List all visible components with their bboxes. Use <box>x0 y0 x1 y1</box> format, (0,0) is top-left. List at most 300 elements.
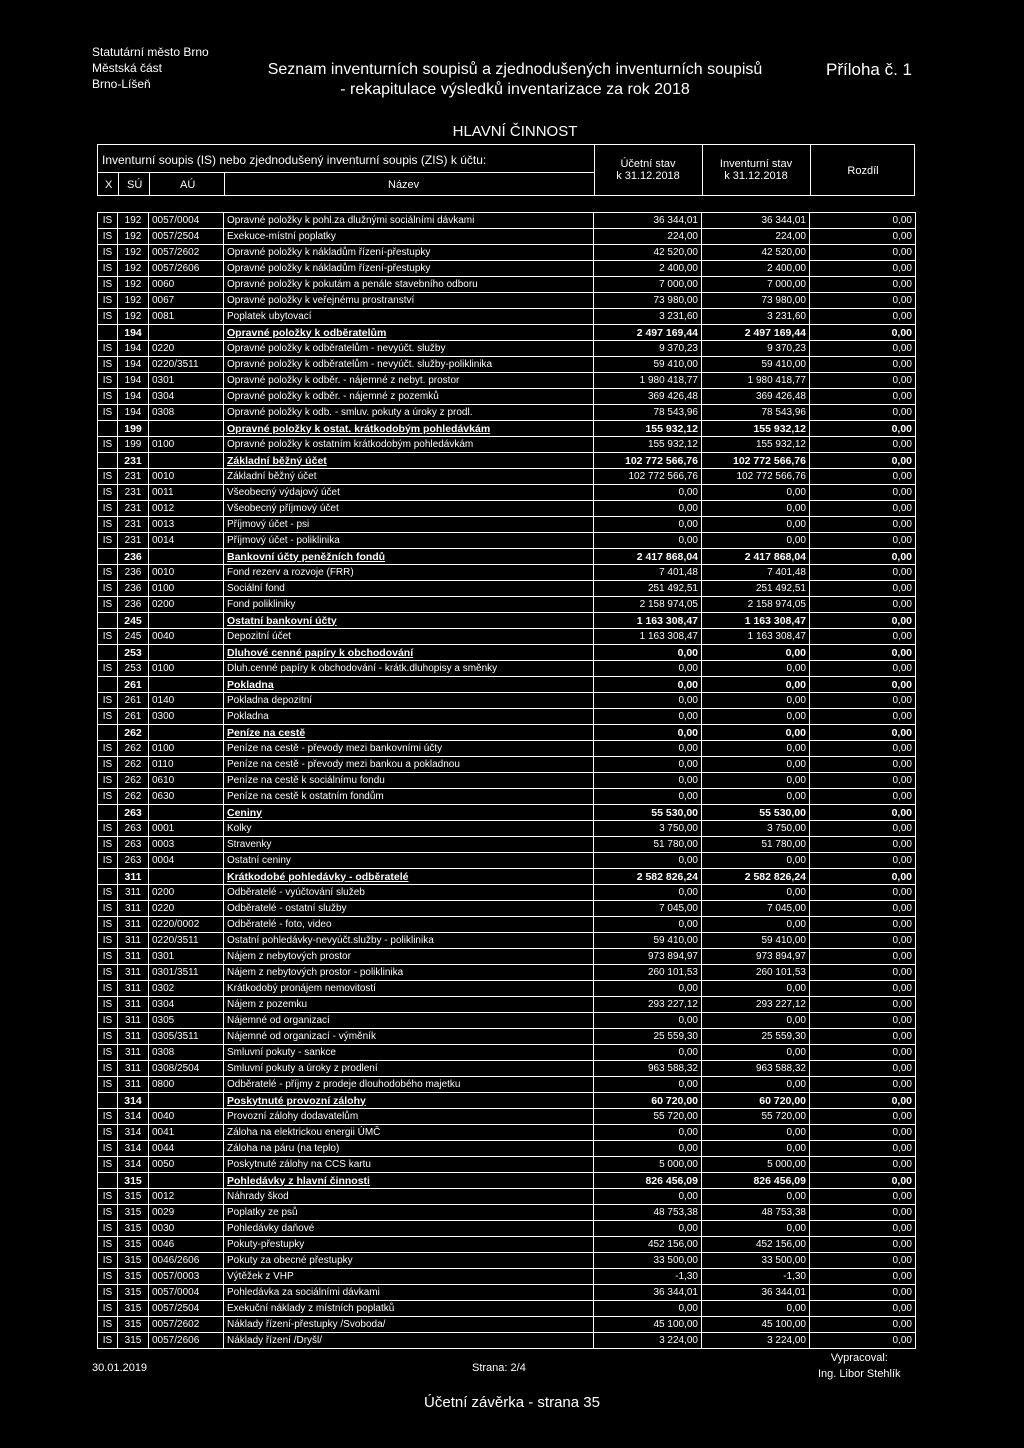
col-au-cell: 0305/3511 <box>149 1029 224 1045</box>
table-row <box>98 1077 916 1093</box>
col-inventory-cell: 0,00 <box>702 917 810 933</box>
col-name-cell: Peníze na cestě - převody mezi bankovními účty <box>224 741 594 757</box>
col-au-cell: 0010 <box>149 565 224 581</box>
col-au-cell <box>149 1173 224 1189</box>
subtotal-row <box>98 325 916 341</box>
col-name-cell: Dluh.cenné papíry k obchodování - krátk.dluhopisy a směnky <box>224 661 594 677</box>
col-accounting-cell: 0,00 <box>594 1301 702 1317</box>
col-x-cell <box>98 453 118 469</box>
col-au-cell: 0308/2504 <box>149 1061 224 1077</box>
col-name-cell: Náklady řízení /Dryšl/ <box>224 1333 594 1349</box>
table-row <box>98 661 916 677</box>
col-accounting-cell: 73 980,00 <box>594 293 702 309</box>
col-name-cell: Opravné položky k ostatním krátkodobým pohledávkám <box>224 437 594 453</box>
col-name-cell: Smluvní pokuty a úroky z prodlení <box>224 1061 594 1077</box>
table-row <box>98 693 916 709</box>
subtotal-row <box>98 1173 916 1189</box>
col-x-cell: IS <box>98 277 118 293</box>
col-difference-cell: 0,00 <box>810 1157 916 1173</box>
col-name-cell: Fond polikliniky <box>224 597 594 613</box>
col-accounting-cell: 0,00 <box>594 517 702 533</box>
col-name-cell: Opravné položky k odběr. - nájemné z nebyt. prostor <box>224 373 594 389</box>
col-name-cell: Odběratelé - foto, video <box>224 917 594 933</box>
table-row <box>98 533 916 549</box>
col-difference-cell: 0,00 <box>810 693 916 709</box>
col-au-cell: 0302 <box>149 981 224 997</box>
col-su-cell: 311 <box>118 965 149 981</box>
col-name-cell: Nájemné od organizací <box>224 1013 594 1029</box>
col-name-cell: Základní běžný účet <box>224 469 594 485</box>
col-su-cell: 315 <box>118 1301 149 1317</box>
col-inventory-cell: -1,30 <box>702 1269 810 1285</box>
col-name-cell: Příjmový účet - poliklinika <box>224 533 594 549</box>
col-su-cell: 314 <box>118 1157 149 1173</box>
col-accounting-cell: 3 231,60 <box>594 309 702 325</box>
col-name-cell: Opravné položky k odběratelům <box>224 325 594 341</box>
col-name-cell: Poplatek ubytovací <box>224 309 594 325</box>
col-au-cell: 0013 <box>149 517 224 533</box>
col-difference-cell: 0,00 <box>810 1125 916 1141</box>
col-su-cell: 315 <box>118 1205 149 1221</box>
col-inventory-cell: 1 163 308,47 <box>702 613 810 629</box>
col-su-header: SÚ <box>127 179 143 191</box>
table-row <box>98 1285 916 1301</box>
col-difference-cell: 0,00 <box>810 741 916 757</box>
col-inventory-cell: 0,00 <box>702 517 810 533</box>
col-au-cell: 0057/0003 <box>149 1269 224 1285</box>
col-name-cell: Pohledávky z hlavní činnosti <box>224 1173 594 1189</box>
header-col-line <box>149 172 150 195</box>
col-au-cell: 0030 <box>149 1221 224 1237</box>
col-au-cell: 0057/0004 <box>149 213 224 229</box>
col-name-cell: Pokuty za obecné přestupky <box>224 1253 594 1269</box>
col-inventory-cell: 0,00 <box>702 645 810 661</box>
col-x-cell: IS <box>98 1013 118 1029</box>
col-name-cell: Opravné položky k odběr. - nájemné z pozemků <box>224 389 594 405</box>
col-au-cell: 0010 <box>149 469 224 485</box>
col-su-cell: 314 <box>118 1125 149 1141</box>
col-su-cell: 311 <box>118 1013 149 1029</box>
col-accounting-cell: 7 000,00 <box>594 277 702 293</box>
col-inventory-cell: 2 497 169,44 <box>702 325 810 341</box>
col-difference-cell: 0,00 <box>810 405 916 421</box>
col-inventory-cell: 9 370,23 <box>702 341 810 357</box>
col-au-cell: 0057/2606 <box>149 261 224 277</box>
col-x-cell: IS <box>98 309 118 325</box>
col-au-cell: 0100 <box>149 741 224 757</box>
col-au-cell: 0057/2504 <box>149 229 224 245</box>
col-su-cell: 311 <box>118 1061 149 1077</box>
col-au-cell: 0057/0004 <box>149 1285 224 1301</box>
table-row <box>98 405 916 421</box>
col-au-cell <box>149 421 224 437</box>
col-au-cell <box>149 453 224 469</box>
col-x-cell: IS <box>98 837 118 853</box>
col-x-cell: IS <box>98 773 118 789</box>
col-inventory-cell: 73 980,00 <box>702 293 810 309</box>
col-inventory-cell: 102 772 566,76 <box>702 469 810 485</box>
col-au-cell: 0110 <box>149 757 224 773</box>
col-difference-cell: 0,00 <box>810 213 916 229</box>
table-row <box>98 565 916 581</box>
col-x-cell: IS <box>98 1221 118 1237</box>
col-inventory-cell: 0,00 <box>702 533 810 549</box>
col-su-cell: 315 <box>118 1285 149 1301</box>
table-row <box>98 1125 916 1141</box>
col-su-cell: 253 <box>118 645 149 661</box>
table-row <box>98 1333 916 1349</box>
subtotal-row <box>98 645 916 661</box>
col-difference-cell: 0,00 <box>810 1109 916 1125</box>
col-x-cell: IS <box>98 485 118 501</box>
table-row <box>98 229 916 245</box>
col-x-cell: IS <box>98 245 118 261</box>
table-row <box>98 917 916 933</box>
document-title-block <box>240 60 790 142</box>
col-name-cell: Pokladna <box>224 709 594 725</box>
col-inventory-cell: 963 588,32 <box>702 1061 810 1077</box>
table-row <box>98 773 916 789</box>
col-su-cell: 262 <box>118 725 149 741</box>
col-inventory-cell: 3 231,60 <box>702 309 810 325</box>
col-name-cell: Příjmový účet - psi <box>224 517 594 533</box>
col-au-cell <box>149 645 224 661</box>
col-difference-cell: 0,00 <box>810 773 916 789</box>
col-accounting-cell: 452 156,00 <box>594 1237 702 1253</box>
col-inventory-cell: 7 000,00 <box>702 277 810 293</box>
col-x-cell: IS <box>98 261 118 277</box>
col-name-cell: Odběratelé - příjmy z prodeje dlouhodobého majetku <box>224 1077 594 1093</box>
col-name-cell: Nájem z nebytových prostor - poliklinika <box>224 965 594 981</box>
col-difference-cell: 0,00 <box>810 501 916 517</box>
col-name-cell: Pohledávka za sociálními dávkami <box>224 1285 594 1301</box>
col-x-cell: IS <box>98 565 118 581</box>
col-x-cell: IS <box>98 1317 118 1333</box>
col-x-cell: IS <box>98 853 118 869</box>
col-accounting-header <box>594 158 702 182</box>
col-x-cell <box>98 613 118 629</box>
col-au-cell: 0200 <box>149 597 224 613</box>
prepared-name: Ing. Libor Stehlík <box>818 1368 901 1380</box>
col-accounting-label: Účetní stav <box>620 158 676 170</box>
col-accounting-cell: 0,00 <box>594 981 702 997</box>
col-au-cell: 0012 <box>149 501 224 517</box>
table-row <box>98 309 916 325</box>
col-su-cell: 314 <box>118 1141 149 1157</box>
col-x-cell: IS <box>98 997 118 1013</box>
col-accounting-cell: 36 344,01 <box>594 213 702 229</box>
subtotal-row <box>98 1093 916 1109</box>
col-inventory-cell: 0,00 <box>702 725 810 741</box>
col-name-cell: Peníze na cestě k sociálnímu fondu <box>224 773 594 789</box>
col-x-cell: IS <box>98 821 118 837</box>
col-difference-cell: 0,00 <box>810 1317 916 1333</box>
col-x-cell: IS <box>98 949 118 965</box>
col-difference-cell: 0,00 <box>810 677 916 693</box>
subtotal-row <box>98 805 916 821</box>
col-x-cell: IS <box>98 533 118 549</box>
col-su-cell: 311 <box>118 1077 149 1093</box>
col-accounting-cell: 0,00 <box>594 533 702 549</box>
col-x-cell: IS <box>98 581 118 597</box>
table-row <box>98 245 916 261</box>
col-accounting-cell: 48 753,38 <box>594 1205 702 1221</box>
col-su-cell: 314 <box>118 1093 149 1109</box>
col-accounting-cell: 0,00 <box>594 853 702 869</box>
col-name-cell: Pohledávky daňové <box>224 1221 594 1237</box>
col-difference-cell: 0,00 <box>810 1173 916 1189</box>
col-x-cell: IS <box>98 1125 118 1141</box>
col-inventory-cell: 0,00 <box>702 981 810 997</box>
col-inventory-cell: 0,00 <box>702 693 810 709</box>
table-row <box>98 1221 916 1237</box>
col-au-cell: 0014 <box>149 533 224 549</box>
col-x-cell: IS <box>98 501 118 517</box>
col-difference-cell: 0,00 <box>810 981 916 997</box>
table-row <box>98 933 916 949</box>
col-inventory-cell: 2 582 826,24 <box>702 869 810 885</box>
col-name-cell: Opravné položky k odběratelům - nevyúčt. služby-poliklinika <box>224 357 594 373</box>
col-accounting-cell: 973 894,97 <box>594 949 702 965</box>
table-row <box>98 469 916 485</box>
col-inventory-cell: 2 417 868,04 <box>702 549 810 565</box>
col-accounting-cell: 1 980 418,77 <box>594 373 702 389</box>
col-name-cell: Výtěžek z VHP <box>224 1269 594 1285</box>
col-x-cell: IS <box>98 1269 118 1285</box>
col-au-cell: 0046/2606 <box>149 1253 224 1269</box>
col-x-cell: IS <box>98 1061 118 1077</box>
col-name-cell: Peníze na cestě <box>224 725 594 741</box>
col-accounting-cell: 963 588,32 <box>594 1061 702 1077</box>
col-inventory-cell: 0,00 <box>702 885 810 901</box>
col-difference-cell: 0,00 <box>810 373 916 389</box>
table-row <box>98 293 916 309</box>
col-name-cell: Opravné položky k ostat. krátkodobým pohledávkám <box>224 421 594 437</box>
table-row <box>98 1109 916 1125</box>
col-x-cell: IS <box>98 405 118 421</box>
col-su-cell: 314 <box>118 1109 149 1125</box>
closing-page-label: Účetní závěrka - strana 35 <box>424 1394 600 1411</box>
col-x-header: X <box>105 179 113 191</box>
table-row <box>98 357 916 373</box>
page-number: Strana: 2/4 <box>472 1362 526 1374</box>
col-su-cell: 315 <box>118 1269 149 1285</box>
col-difference-cell: 0,00 <box>810 837 916 853</box>
table-row <box>98 1013 916 1029</box>
col-su-cell: 199 <box>118 437 149 453</box>
col-difference-cell: 0,00 <box>810 949 916 965</box>
col-x-cell <box>98 325 118 341</box>
document-title: Seznam inventurních soupisů a zjednodušených inventurních soupisů <box>267 61 763 78</box>
col-name-cell: Exekuční náklady z místních poplatků <box>224 1301 594 1317</box>
table-row <box>98 1141 916 1157</box>
org-line-2: Městská část <box>92 61 163 75</box>
table-row <box>98 709 916 725</box>
col-x-cell: IS <box>98 1189 118 1205</box>
col-name-cell: Kolky <box>224 821 594 837</box>
col-su-cell: 311 <box>118 869 149 885</box>
col-difference-cell: 0,00 <box>810 1141 916 1157</box>
col-difference-cell: 0,00 <box>810 437 916 453</box>
organization-block <box>92 44 209 92</box>
col-au-cell <box>149 805 224 821</box>
col-inventory-cell: 0,00 <box>702 1189 810 1205</box>
col-x-cell: IS <box>98 917 118 933</box>
col-x-cell: IS <box>98 981 118 997</box>
col-au-cell: 0001 <box>149 821 224 837</box>
col-su-cell: 192 <box>118 245 149 261</box>
col-su-cell: 261 <box>118 709 149 725</box>
inventory-table-section <box>97 144 915 1349</box>
table-row <box>98 1061 916 1077</box>
subtotal-row <box>98 453 916 469</box>
activity-title: HLAVNÍ ČINNOST <box>452 123 578 140</box>
col-su-cell: 192 <box>118 293 149 309</box>
col-au-cell: 0610 <box>149 773 224 789</box>
col-inventory-cell: 0,00 <box>702 1221 810 1237</box>
col-inventory-cell: 7 045,00 <box>702 901 810 917</box>
col-inventory-cell: 7 401,48 <box>702 565 810 581</box>
col-inventory-label: Inventurní stav <box>719 158 793 170</box>
col-su-cell: 262 <box>118 741 149 757</box>
col-difference-cell: 0,00 <box>810 1237 916 1253</box>
col-x-cell: IS <box>98 1109 118 1125</box>
col-accounting-cell: 78 543,96 <box>594 405 702 421</box>
col-su-cell: 194 <box>118 405 149 421</box>
table-row <box>98 501 916 517</box>
col-x-cell: IS <box>98 597 118 613</box>
col-accounting-cell: 1 163 308,47 <box>594 613 702 629</box>
col-su-cell: 231 <box>118 533 149 549</box>
col-su-cell: 315 <box>118 1317 149 1333</box>
col-inventory-cell: 0,00 <box>702 773 810 789</box>
col-difference-cell: 0,00 <box>810 453 916 469</box>
col-inventory-cell: 293 227,12 <box>702 997 810 1013</box>
col-accounting-cell: 0,00 <box>594 1077 702 1093</box>
col-accounting-cell: 2 158 974,05 <box>594 597 702 613</box>
col-au-cell: 0041 <box>149 1125 224 1141</box>
col-name-cell: Ceniny <box>224 805 594 821</box>
col-name-cell: Poskytnuté zálohy na CCS kartu <box>224 1157 594 1173</box>
col-accounting-cell: 0,00 <box>594 677 702 693</box>
col-accounting-cell: 260 101,53 <box>594 965 702 981</box>
col-difference-cell: 0,00 <box>810 261 916 277</box>
prepared-by <box>818 1350 901 1382</box>
table-row <box>98 517 916 533</box>
col-au-cell: 0040 <box>149 629 224 645</box>
col-name-cell: Náklady řízení-přestupky /Svoboda/ <box>224 1317 594 1333</box>
col-difference-cell: 0,00 <box>810 965 916 981</box>
col-su-cell: 311 <box>118 901 149 917</box>
col-accounting-cell: 0,00 <box>594 485 702 501</box>
col-su-cell: 311 <box>118 885 149 901</box>
col-difference-cell: 0,00 <box>810 789 916 805</box>
col-su-cell: 231 <box>118 501 149 517</box>
table-caption: Inventurní soupis (IS) nebo zjednodušený inventurní soupis (ZIS) k účtu: <box>102 153 487 167</box>
col-accounting-cell: 0,00 <box>594 725 702 741</box>
col-x-cell <box>98 1093 118 1109</box>
col-su-cell: 263 <box>118 821 149 837</box>
col-au-cell: 0301 <box>149 373 224 389</box>
col-difference-cell: 0,00 <box>810 421 916 437</box>
col-au-cell: 0100 <box>149 581 224 597</box>
col-au-cell: 0300 <box>149 709 224 725</box>
document-subtitle: - rekapitulace výsledků inventarizace za rok 2018 <box>340 81 690 98</box>
col-su-cell: 236 <box>118 581 149 597</box>
table-row <box>98 853 916 869</box>
col-accounting-cell: 0,00 <box>594 709 702 725</box>
col-inventory-cell: 25 559,30 <box>702 1029 810 1045</box>
col-difference-cell: 0,00 <box>810 293 916 309</box>
col-inventory-cell: 0,00 <box>702 1125 810 1141</box>
table-row <box>98 885 916 901</box>
org-line-3: Brno-Líšeň <box>92 77 151 91</box>
col-inventory-cell: 48 753,38 <box>702 1205 810 1221</box>
col-accounting-cell: 2 582 826,24 <box>594 869 702 885</box>
col-su-cell: 262 <box>118 773 149 789</box>
table-row <box>98 1189 916 1205</box>
col-difference-cell: 0,00 <box>810 341 916 357</box>
col-accounting-cell: 59 410,00 <box>594 357 702 373</box>
table-row <box>98 389 916 405</box>
col-x-cell: IS <box>98 1157 118 1173</box>
col-accounting-cell: 55 530,00 <box>594 805 702 821</box>
col-au-cell: 0800 <box>149 1077 224 1093</box>
col-difference-cell: 0,00 <box>810 245 916 261</box>
col-name-cell: Peníze na cestě k ostatním fondům <box>224 789 594 805</box>
col-x-cell <box>98 869 118 885</box>
col-accounting-cell: 0,00 <box>594 773 702 789</box>
col-inventory-cell: 260 101,53 <box>702 965 810 981</box>
col-su-cell: 311 <box>118 917 149 933</box>
col-difference-cell: 0,00 <box>810 1269 916 1285</box>
col-x-cell: IS <box>98 1285 118 1301</box>
col-su-cell: 311 <box>118 933 149 949</box>
col-su-cell: 194 <box>118 357 149 373</box>
table-row <box>98 1205 916 1221</box>
col-x-cell <box>98 805 118 821</box>
col-difference-cell: 0,00 <box>810 709 916 725</box>
col-x-cell: IS <box>98 661 118 677</box>
col-difference-cell: 0,00 <box>810 325 916 341</box>
col-inventory-cell: 0,00 <box>702 741 810 757</box>
subtotal-row <box>98 869 916 885</box>
col-au-cell: 0012 <box>149 1189 224 1205</box>
col-name-header: Název <box>388 179 420 191</box>
col-su-cell: 194 <box>118 325 149 341</box>
col-au-cell <box>149 613 224 629</box>
col-au-cell: 0040 <box>149 1109 224 1125</box>
col-difference-cell: 0,00 <box>810 1029 916 1045</box>
col-inventory-cell: 0,00 <box>702 853 810 869</box>
col-difference-cell: 0,00 <box>810 229 916 245</box>
col-name-cell: Sociální fond <box>224 581 594 597</box>
table-row <box>98 1045 916 1061</box>
col-accounting-cell: 7 045,00 <box>594 901 702 917</box>
table-row <box>98 485 916 501</box>
col-au-cell: 0029 <box>149 1205 224 1221</box>
table-row <box>98 213 916 229</box>
col-inventory-cell: 51 780,00 <box>702 837 810 853</box>
col-accounting-cell: 293 227,12 <box>594 997 702 1013</box>
table-row <box>98 789 916 805</box>
col-accounting-cell: 3 750,00 <box>594 821 702 837</box>
col-su-cell: 231 <box>118 485 149 501</box>
col-inventory-cell: 1 980 418,77 <box>702 373 810 389</box>
col-x-cell: IS <box>98 437 118 453</box>
col-accounting-cell: 60 720,00 <box>594 1093 702 1109</box>
col-accounting-cell: 0,00 <box>594 693 702 709</box>
